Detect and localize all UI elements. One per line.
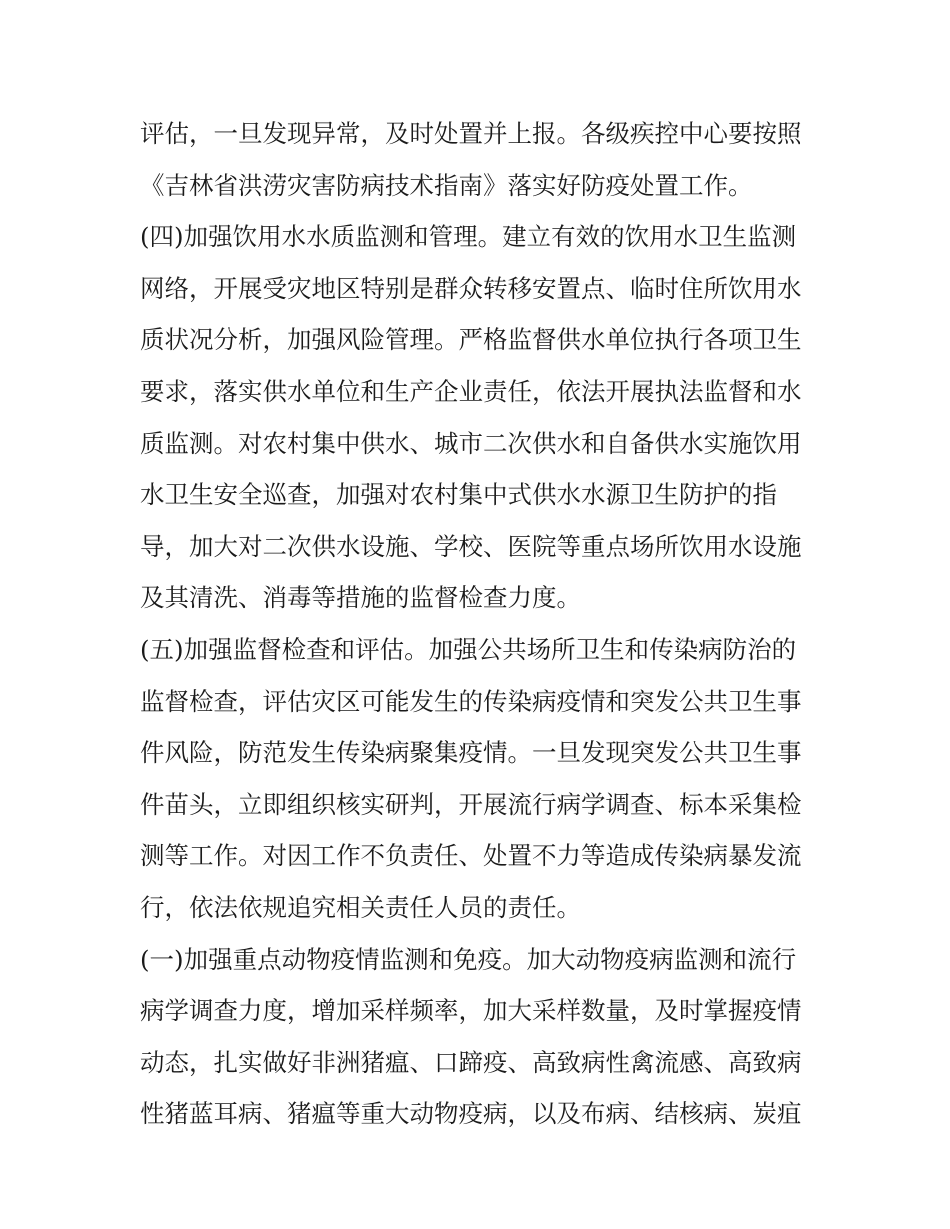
text-line: 性猪蓝耳病、猪瘟等重大动物疫病，以及布病、结核病、炭疽 [140,1099,802,1129]
text-line: 网络，开展受灾地区特别是群众转移安置点、临时住所饮用水 [140,273,802,303]
text-line: (五)加强监督检查和评估。加强公共场所卫生和传染病防治的 [140,634,797,664]
text-line: 病学调查力度，增加采样频率，加大采样数量，及时掌握疫情 [140,996,802,1026]
text-line: 测等工作。对因工作不负责任、处置不力等造成传染病暴发流 [140,841,802,871]
text-line: 《吉林省洪涝灾害防病技术指南》落实好防疫处置工作。 [140,170,753,200]
text-line: 质状况分析，加强风险管理。严格监督供水单位执行各项卫生 [140,325,802,355]
text-line: 件苗头，立即组织核实研判，开展流行病学调查、标本采集检 [140,789,802,819]
body-text [140,108,830,1140]
text-line: 水卫生安全巡查，加强对农村集中式供水水源卫生防护的指 [140,480,777,510]
text-line: 监督检查，评估灾区可能发生的传染病疫情和突发公共卫生事 [140,686,802,716]
text-line: (一)加强重点动物疫情监测和免疫。加大动物疫病监测和流行 [140,944,797,974]
text-line: 导，加大对二次供水设施、学校、医院等重点场所饮用水设施 [140,531,802,561]
text-line: 质监测。对农村集中供水、城市二次供水和自备供水实施饮用 [140,428,802,458]
text-line: 及其清洗、消毒等措施的监督检查力度。 [140,583,581,613]
text-line: (四)加强饮用水水质监测和管理。建立有效的饮用水卫生监测 [140,222,797,252]
text-line: 评估，一旦发现异常，及时处置并上报。各级疾控中心要按照 [140,119,802,148]
text-line: 动态，扎实做好非洲猪瘟、口蹄疫、高致病性禽流感、高致病 [140,1047,802,1077]
text-line: 件风险，防范发生传染病聚集疫情。一旦发现突发公共卫生事 [140,738,802,768]
text-line: 要求，落实供水单位和生产企业责任，依法开展执法监督和水 [140,376,802,406]
text-line: 行，依法依规追究相关责任人员的责任。 [140,892,581,922]
